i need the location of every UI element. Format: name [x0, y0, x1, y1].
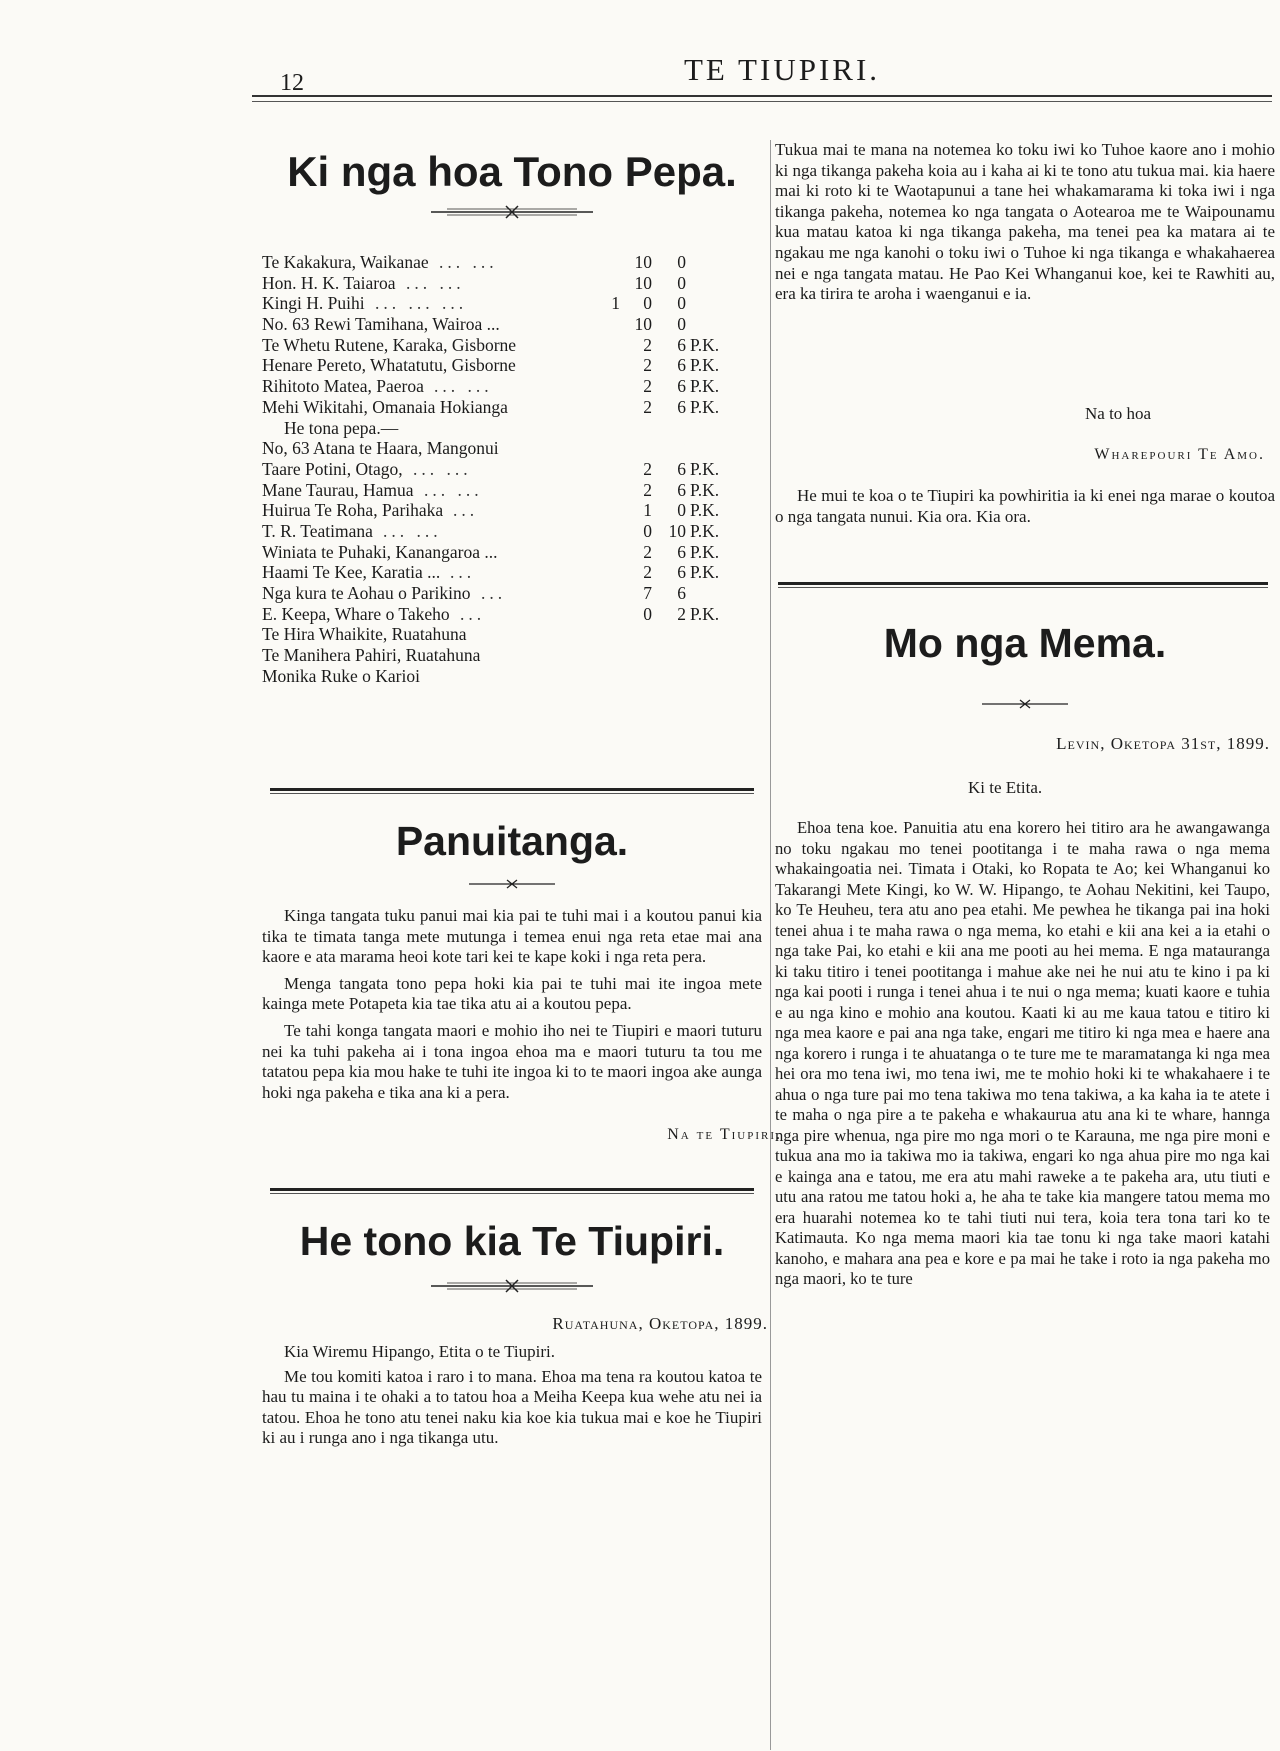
paid-mark: P.K. [690, 458, 720, 479]
paid-mark: P.K. [690, 603, 720, 624]
subscriber-name: Te Whetu Rutene, Karaka, Gisborne [262, 334, 517, 355]
letter-continuation [775, 140, 1275, 311]
letter-signature: Wharepouri Te Amo. [1094, 446, 1265, 463]
amount-pence: 0 [677, 272, 686, 293]
paid-mark: P.K. [690, 520, 720, 541]
amount-pounds: 1 [611, 293, 620, 314]
panuitanga-paragraph-3: Te tahi konga tangata maori e mohio iho nei te Tiupiri e maori tuturu nei ka tuhi pakeha ai i tona ingoa ehoa ma e maori tuturu ta tou me tatatou pepa kia mou hake te tuhi ite ingoa ki to te maori ingoa ake aunga hoki nga pakeha e tika ana ki a pera. [262, 1020, 762, 1102]
amount-shillings: 10 [634, 252, 652, 272]
leader-dots: ... ... [424, 479, 483, 500]
amount-shillings: 2 [643, 562, 652, 583]
mema-paragraph: Ehoa tena koe. Panuitia atu ena korero hei titiro ara he awangawanga no toku ngakau mo tenei pootitanga i te maha rawa o nga mema whakaingoatia nei. Timata i Otaki, ko Ropata te Ao; kei Whanganui ko Takarangi Mete Kingi, ko W. W. Hipango, te Aohau Nekitini, kei Taupo, ko Te Heuheu, tera atu ano pea etahi. Me pewhea he tikanga pai ina hoki tenei ahua i te maha rawa o nga mema, ko etahi e kii ana kei a ia etahi o nga take Pai, ko etahi e kii ana me pooti au hei mema. E nga matauranga ki taku titiro i tenei pootitanga i mahue ake nei he nui atu te kino i pa ki nga kai pooti i runga i tenei ahua i te nui o nga mema; kuati kaore e tuhia e au nga kino e mohio ana koutou. Kaati ki au me kaua tatou e titiro ki nga mea kaore e pai ana nga take, engari me titiro ki nga mea e haere ana nga korero i runga i te ahuatanga o te ture me te maramatanga ki nga mea hei ora mo tena iwi, mo tena iwi, me te mohio hoki ki te whakahaere i te ahua o nga ture pai mo tena takiwa mo tena takiwa, a ka kaha ia te atete i te maha o nga pire a te pakeha e whakaurua atu ana ki te whare, hannga nga pire whenua, nga pire mo nga mori o te Karauna, me nga pire moni e tukua ana mo ia takiwa mo ia takiwa, engari ko nga ahua pire mo nga kai e kainga ana e tatou, me era atu mahi raweke a te pakeha ara, utu tiuti e utu ana ratou me tatou hoki a, he aha te take kia mangere tatou mema mo era huarahi notemea ko te tahi tiuti nui tera, koia tera tona tari ko te Katimauta. Ko nga mema maori kia tae tonu ki nga take maori katahi kanoho, e mahara ana pea e kore e pa mai he take i roto ia nga pakeha mo nga maori, ko te ture [775, 818, 1270, 1288]
amount-shillings: 2 [643, 458, 652, 479]
subscriber-row [262, 273, 762, 294]
amount-shillings: 0 [643, 520, 652, 541]
panuitanga-paragraph-1: Kinga tangata tuku panui mai kia pai te tuhi mai i a koutou panui kia tika te timata tanga mete mutunga i temea enui nga reta etae mai ana kaore e ata marama heoi kote tari kei te kape koki i nga reta pera. [262, 906, 762, 967]
section-rule [270, 1188, 754, 1194]
amount-pence: 0 [677, 314, 686, 335]
mema-dateline-text: Levin, Oketopa 31st, 1899. [1056, 734, 1270, 753]
tono-body [262, 1342, 762, 1455]
amount-pence: 0 [677, 293, 686, 314]
mema-dateline [775, 734, 1270, 754]
subscriber-row [262, 562, 762, 583]
paid-mark: P.K. [690, 334, 720, 355]
subscriber-name: He tona pepa.— [284, 417, 399, 438]
paid-mark: P.K. [690, 479, 720, 500]
amount-pence: 6 [677, 583, 686, 603]
subscriber-row [262, 397, 762, 418]
subscriber-row [262, 480, 762, 501]
subscriber-name: Te Hira Whaikite, Ruatahuna [262, 624, 467, 645]
panuitanga-body [262, 906, 762, 1109]
amount-pence: 6 [677, 355, 686, 376]
subscriber-name: Winiata te Puhaki, Kanangaroa ... [262, 541, 498, 562]
amount-shillings: 10 [634, 314, 652, 335]
amount-shillings: 2 [643, 355, 652, 376]
leader-dots: ... ... [406, 272, 465, 293]
amount-shillings: 10 [634, 272, 652, 293]
page-number: 12 [280, 70, 304, 96]
subscriber-row [262, 293, 762, 314]
mema-heading: Mo nga Mema. [883, 620, 1167, 666]
ornament-divider [262, 876, 762, 892]
subscriber-row [262, 583, 762, 604]
leader-dots: ... [450, 562, 476, 583]
subscriber-name: Hon. H. K. Taiaroa [262, 272, 396, 293]
amount-shillings: 2 [643, 396, 652, 417]
leader-dots: ... ... ... [375, 293, 468, 314]
subscriber-row [262, 542, 762, 563]
amount-pence: 6 [677, 562, 686, 583]
subscriber-list [262, 252, 762, 686]
running-title: TE TIUPIRI. [684, 52, 881, 87]
letter-paragraph: Tukua mai te mana na notemea ko toku iwi ko Tuhoe kaore ano i mohio ki nga tikanga pakeha koia au i kaha ai ki te tono atu tukua mai. kia haere mai ki roto ki te Waotapunui a tane hei whakamarama ki toka iwi i nga tikanga pakeha, notemea ko nga tangata o Aotearoa me te Waipounamu kua matau katoa ki nga tikanga pakeha, ma tenei pea ka matara ai te ngakau me nga kanohi o toku iwi o Tuhoe ki nga tikanga e whakahaerea nei e nga tangata matau. He Pao Kei Whanganui koe, kei te Rawhiti au, era ka tirira te aroha i waenganui e ia. [775, 140, 1275, 304]
amount-pence: 10 [668, 520, 686, 541]
subscriber-row [262, 314, 762, 335]
amount-shillings: 1 [643, 500, 652, 521]
mema-body [775, 818, 1270, 1296]
column-divider [770, 140, 771, 1750]
subscriber-name: Rihitoto Matea, Paeroa [262, 376, 424, 397]
subscriber-row [262, 500, 762, 521]
subscriber-name: Henare Pereto, Whatatutu, Gisborne [262, 355, 516, 376]
letter-note [775, 486, 1275, 533]
section-rule [270, 788, 754, 794]
subscriber-name: Taare Potini, Otago, [262, 458, 403, 479]
ornament-divider [775, 696, 1275, 712]
subscriber-name: T. R. Teatimana [262, 520, 373, 541]
subscriber-row [262, 438, 762, 459]
header-rule-lower [252, 101, 1272, 102]
ornament-divider [262, 204, 762, 220]
subscriber-row [262, 645, 762, 666]
amount-shillings: 2 [643, 334, 652, 355]
subscriber-row [262, 459, 762, 480]
letter-note-text: He mui te koa o te Tiupiri ka powhiritia ia ki enei nga marae o koutoa o nga tangata nunui. Kia ora. Kia ora. [775, 486, 1275, 526]
subscriber-row [262, 604, 762, 625]
paid-mark: P.K. [690, 376, 720, 397]
mema-addressee: Ki te Etita. [968, 778, 1043, 797]
subscriber-row [262, 418, 762, 439]
amount-pence: 6 [677, 334, 686, 355]
panuitanga-signature: Na te Tiupiri. [667, 1126, 782, 1143]
amount-shillings: 2 [643, 541, 652, 562]
tono-paragraph: Me tou komiti katoa i raro i to mana. Ehoa ma tena ra koutou katoa te hau tu maina i te ohaki a to tatou hoa a Meiha Keepa kua wehe atu nei ia tatou. Ehoa he tono atu tenei naku kia koe kia tukua mai e koe he Tiupiri ki au i runga ano i nga tikanga utu. [262, 1366, 762, 1448]
panuitanga-paragraph-2: Menga tangata tono pepa hoki kia pai te tuhi mai ite ingoa mete kainga mete Potapeta kia tae tika atu ai a koutou pepa. [262, 973, 762, 1014]
subscriber-name: Kingi H. Puihi [262, 293, 365, 314]
subscriber-name: Mehi Wikitahi, Omanaia Hokianga [262, 396, 508, 417]
tono-dateline-text: Ruatahuna, Oketopa, 1899. [552, 1314, 768, 1333]
leader-dots: ... ... [413, 458, 472, 479]
paid-mark: P.K. [690, 396, 720, 417]
amount-pence: 6 [677, 479, 686, 500]
subscriber-name: Monika Ruke o Karioi [262, 665, 420, 686]
amount-pence: 6 [677, 458, 686, 479]
subscriber-row [262, 521, 762, 542]
leader-dots: ... ... [439, 252, 498, 272]
paid-mark: P.K. [690, 355, 720, 376]
subscriber-row [262, 666, 762, 687]
tono-dateline [262, 1314, 768, 1334]
leader-dots: ... [453, 500, 479, 521]
amount-pence: 0 [677, 252, 686, 272]
amount-pence: 6 [677, 396, 686, 417]
amount-shillings: 7 [643, 583, 652, 603]
subscriber-name: Nga kura te Aohau o Parikino [262, 583, 471, 603]
subscriber-name: Huirua Te Roha, Parihaka [262, 500, 444, 521]
amount-pence: 6 [677, 541, 686, 562]
amount-pence: 0 [677, 500, 686, 521]
subscriber-row [262, 624, 762, 645]
leader-dots: ... [481, 583, 507, 603]
subscriber-name: Haami Te Kee, Karatia ... [262, 562, 441, 583]
subscriber-name: E. Keepa, Whare o Takeho [262, 603, 450, 624]
subscriber-name: Te Kakakura, Waikanae [262, 252, 429, 272]
leader-dots: ... ... [383, 520, 442, 541]
subscriber-row [262, 355, 762, 376]
header-rule [252, 95, 1272, 97]
amount-shillings: 0 [643, 603, 652, 624]
subscriber-name: Mane Taurau, Hamua [262, 479, 414, 500]
leader-dots: ... [460, 603, 486, 624]
amount-shillings: 2 [643, 376, 652, 397]
paid-mark: P.K. [690, 541, 720, 562]
tono-salutation: Kia Wiremu Hipango, Etita o te Tiupiri. [284, 1342, 555, 1361]
section-rule [778, 582, 1268, 588]
subscriber-name: No. 63 Rewi Tamihana, Wairoa ... [262, 314, 500, 335]
amount-pence: 2 [677, 603, 686, 624]
subscriber-row [262, 376, 762, 397]
subscribers-heading: Ki nga hoa Tono Pepa. [287, 148, 737, 195]
amount-shillings: 2 [643, 479, 652, 500]
panuitanga-heading: Panuitanga. [395, 818, 629, 864]
amount-pence: 6 [677, 376, 686, 397]
subscriber-name: No, 63 Atana te Haara, Mangonui [262, 438, 499, 459]
leader-dots: ... ... [434, 376, 493, 397]
ornament-divider [262, 1278, 762, 1294]
subscriber-name: Te Manihera Pahiri, Ruatahuna [262, 645, 481, 666]
amount-shillings: 0 [643, 293, 652, 314]
paid-mark: P.K. [690, 562, 720, 583]
letter-closing: Na to hoa [1085, 404, 1152, 423]
subscriber-row [262, 252, 762, 273]
paid-mark: P.K. [690, 500, 720, 521]
tono-heading: He tono kia Te Tiupiri. [299, 1218, 725, 1264]
subscriber-row [262, 335, 762, 356]
